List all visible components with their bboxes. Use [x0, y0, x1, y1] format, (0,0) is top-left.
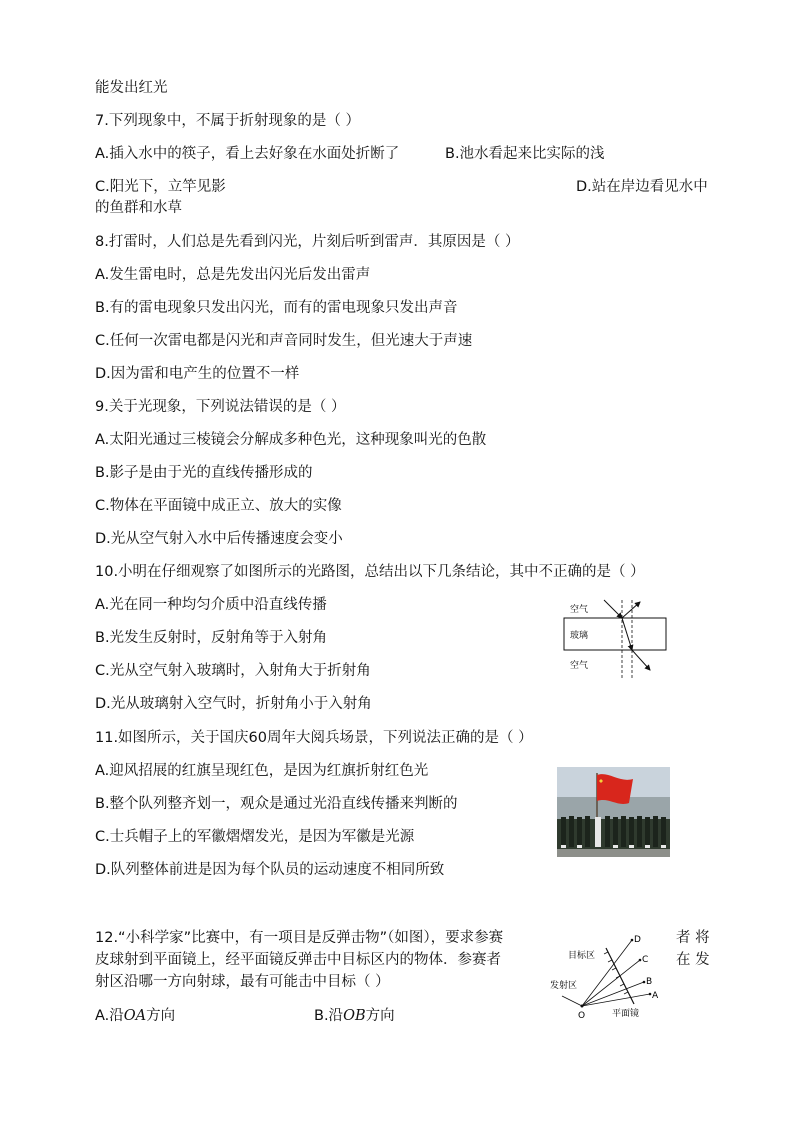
question-8-option-d: D.因为雷和电产生的位置不一样 — [95, 366, 300, 382]
question-7: 7.下列现象中，不属于折射现象的是（ ） — [95, 113, 360, 129]
question-9-option-c: C.物体在平面镜中成正立、放大的实像 — [95, 498, 342, 514]
question-9-option-b: B.影子是由于光的直线传播形成的 — [95, 465, 313, 481]
question-9-option-a: A.太阳光通过三棱镜会分解成多种色光，这种现象叫光的色散 — [95, 432, 487, 448]
question-8: 8.打雷时，人们总是先看到闪光，片刻后听到雷声．其原因是（ ） — [95, 234, 520, 250]
text-line-continued: 能发出红光 — [95, 80, 168, 96]
question-12-line-2: 皮球射到平面镜上，经平面镜反弹击中目标区内的物体．参赛者 — [95, 952, 501, 968]
question-7-option-a: A.插入水中的筷子，看上去好象在水面处折断了 — [95, 146, 400, 162]
question-11-option-b: B.整个队列整齐划一，观众是通过光沿直线传播来判断的 — [95, 796, 458, 812]
question-9: 9.关于光现象，下列说法错误的是（ ） — [95, 399, 346, 415]
mirror-bounce-diagram — [548, 930, 676, 1022]
question-8-option-a: A.发生雷电时，总是先发出闪光后发出雷声 — [95, 267, 371, 283]
question-8-option-b: B.有的雷电现象只发出闪光，而有的雷电现象只发出声音 — [95, 300, 458, 316]
fig12-c-label: C — [642, 955, 649, 965]
question-9-option-d: D.光从空气射入水中后传播速度会变小 — [95, 531, 343, 547]
option-a-segment: OA — [123, 1008, 147, 1024]
question-10-option-c: C.光从空气射入玻璃时，入射角大于折射角 — [95, 663, 371, 679]
question-12-line-3: 射区沿哪一方向射球，最有可能击中目标（ ） — [95, 974, 390, 990]
option-b-prefix: B.沿 — [314, 1008, 344, 1024]
military-parade-photo — [557, 767, 670, 857]
question-8-option-c: C.任何一次雷电都是闪光和声音同时发生，但光速大于声速 — [95, 333, 473, 349]
question-7-option-d: D.站在岸边看见水中 — [576, 179, 708, 195]
fig12-mirror-label: 平面镜 — [612, 1009, 640, 1019]
fig10-air-bottom-label: 空气 — [570, 661, 589, 671]
question-11-option-a: A.迎风招展的红旗呈现红色，是因为红旗折射红色光 — [95, 763, 429, 779]
question-11: 11.如图所示，关于国庆60周年大阅兵场景，下列说法正确的是（ ） — [95, 730, 533, 746]
fig10-air-top-label: 空气 — [570, 605, 589, 615]
question-10-option-a: A.光在同一种均匀介质中沿直线传播 — [95, 597, 327, 613]
question-11-option-d: D.队列整体前进是因为每个队员的运动速度不相同所致 — [95, 862, 445, 878]
question-12-line-1: 12.“小科学家”比赛中，有一项目是反弹击物”（如图），要求参赛 — [95, 930, 504, 946]
fig12-b-label: B — [646, 977, 653, 987]
question-10-option-d: D.光从玻璃射入空气时，折射角小于入射角 — [95, 696, 372, 712]
question-7-option-c: C.阳光下，立竿见影 — [95, 179, 226, 195]
option-b-segment: OB — [343, 1008, 366, 1024]
fig10-glass-label: 玻璃 — [570, 631, 589, 641]
question-10: 10.小明在仔细观察了如图所示的光路图，总结出以下几条结论，其中不正确的是（ ） — [95, 564, 645, 580]
question-7-option-d-cont: 的鱼群和水草 — [95, 200, 182, 216]
refraction-diagram — [560, 598, 672, 680]
fig12-d-label: D — [634, 935, 641, 945]
question-12-line-1-end: 者 将 — [676, 930, 710, 946]
fig12-launch-label: 发射区 — [550, 981, 578, 991]
question-12-option-a — [95, 1006, 175, 1026]
option-a-prefix: A.沿 — [95, 1008, 124, 1024]
option-b-suffix: 方向 — [365, 1008, 395, 1024]
question-7-option-b: B.池水看起来比实际的浅 — [445, 146, 605, 162]
fig12-target-label: 目标区 — [568, 951, 596, 961]
question-12-line-2-end: 在 发 — [676, 952, 710, 968]
fig12-o-label: O — [578, 1011, 586, 1021]
question-10-option-b: B.光发生反射时，反射角等于入射角 — [95, 630, 328, 646]
question-11-option-c: C.士兵帽子上的军徽熠熠发光，是因为军徽是光源 — [95, 829, 415, 845]
option-a-suffix: 方向 — [146, 1008, 176, 1024]
fig12-a-label: A — [652, 991, 659, 1001]
question-12-option-b — [314, 1006, 395, 1026]
